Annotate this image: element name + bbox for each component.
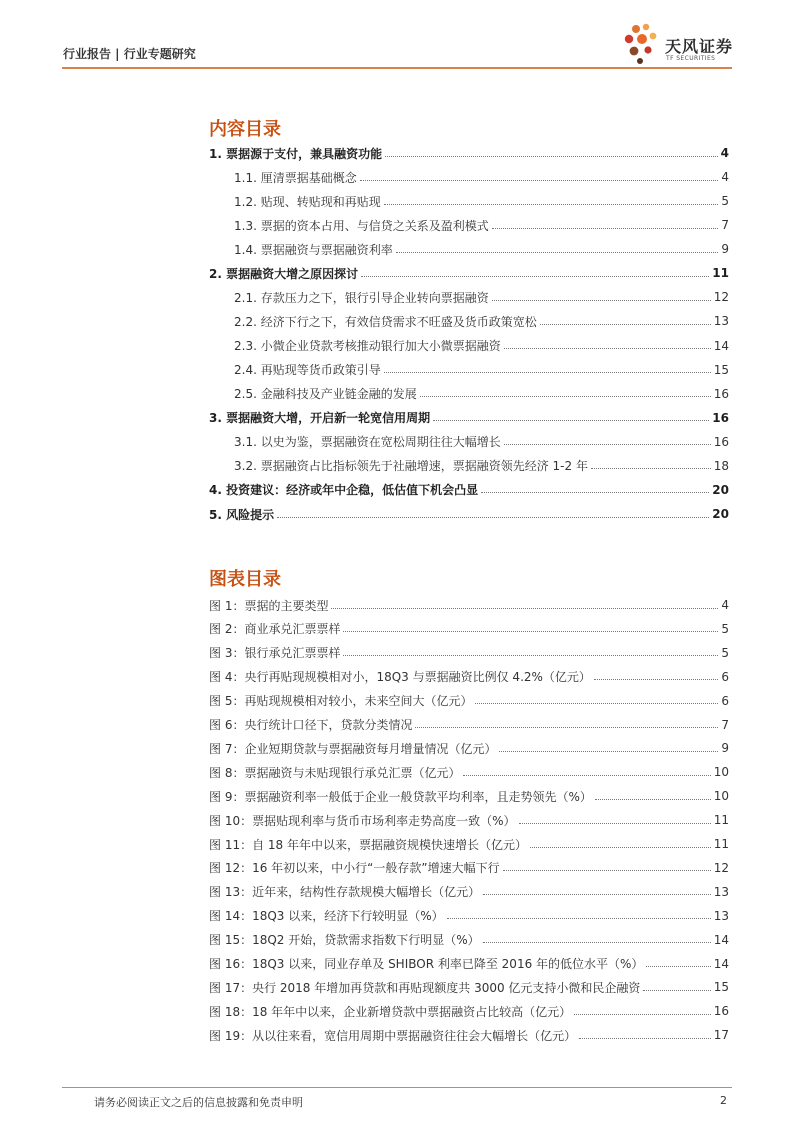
entry-page-number: 10: [713, 789, 729, 804]
entry-title: 2.4. 再贴现等货币政策引导: [234, 363, 381, 378]
entry-title: 图 5：再贴现规模相对较小，未来空间大（亿元）: [209, 694, 473, 709]
entry-title: 图 8：票据融资与未贴现银行承兑汇票（亿元）: [209, 765, 461, 780]
entry-title: 图 7：企业短期贷款与票据融资每月增量情况（亿元）: [209, 741, 497, 756]
entry-page-number: 7: [721, 218, 729, 233]
toc-chapter-entry[interactable]: [209, 478, 729, 502]
toc-section-entry[interactable]: [234, 309, 729, 333]
figure-list-entry[interactable]: [209, 593, 729, 617]
entry-title: 图 14：18Q3 以来，经济下行较明显（%）: [209, 909, 444, 924]
toc-section-entry[interactable]: [234, 430, 729, 454]
entry-title: 1.2. 贴现、转贴现和再贴现: [234, 194, 381, 209]
entry-title: 图 13：近年来，结构性存款规模大幅增长（亿元）: [209, 885, 481, 900]
toc-chapter-entry[interactable]: [209, 502, 729, 526]
dot-leader: [396, 252, 719, 253]
page-number: 2: [720, 1094, 727, 1107]
header-divider: [62, 67, 732, 69]
footer-disclaimer: 请务必阅读正文之后的信息披露和免责申明: [94, 1096, 303, 1109]
entry-title: 1.1. 厘清票据基础概念: [234, 170, 357, 185]
entry-page-number: 10: [713, 765, 729, 780]
figure-list-entry[interactable]: [209, 689, 729, 713]
report-category: 行业报告 | 行业专题研究: [63, 47, 196, 61]
entry-title: 2.5. 金融科技及产业链金融的发展: [234, 387, 417, 402]
entry-page-number: 12: [713, 290, 729, 305]
figure-list-entry[interactable]: [209, 784, 729, 808]
entry-page-number: 4: [720, 146, 729, 160]
figure-list-entry[interactable]: [209, 1023, 729, 1047]
dot-leader: [384, 372, 711, 373]
dot-leader: [433, 420, 709, 421]
toc-section-entry[interactable]: [234, 189, 729, 213]
toc-chapter-entry[interactable]: [209, 406, 729, 430]
dot-leader: [492, 300, 711, 301]
entry-title: 图 1：票据的主要类型: [209, 598, 329, 613]
dot-leader: [499, 751, 718, 752]
entry-page-number: 6: [721, 669, 729, 684]
dot-leader: [595, 799, 711, 800]
dot-leader: [591, 468, 711, 469]
entry-title: 图 6：央行统计口径下，贷款分类情况: [209, 718, 413, 732]
entry-title: 2. 票据融资大增之原因探讨: [209, 266, 359, 281]
entry-title: 4. 投资建议：经济或年中企稳，低估值下机会凸显: [209, 483, 479, 498]
figure-list-entry[interactable]: [209, 952, 729, 976]
entry-title: 图 10：票据贴现利率与货币市场利率走势高度一致（%）: [209, 813, 516, 828]
entry-title: 图 12：16 年初以来，中小行“一般存款”增速大幅下行: [209, 861, 500, 876]
entry-page-number: 6: [721, 693, 729, 708]
dot-leader: [360, 180, 719, 181]
dot-leader: [492, 228, 719, 229]
figure-list-heading: 图表目录: [209, 569, 281, 590]
toc-section-entry[interactable]: [234, 213, 729, 237]
entry-page-number: 15: [713, 362, 729, 377]
entry-page-number: 17: [713, 1028, 729, 1043]
entry-title: 1.3. 票据的资本占用、与信贷之关系及盈利模式: [234, 218, 489, 233]
entry-page-number: 13: [713, 884, 729, 899]
entry-page-number: 7: [721, 717, 729, 732]
entry-page-number: 14: [713, 956, 729, 971]
entry-page-number: 4: [721, 170, 729, 185]
dot-leader: [519, 823, 711, 824]
entry-page-number: 13: [713, 314, 729, 329]
toc-chapter-entry[interactable]: [209, 261, 729, 285]
dot-leader: [463, 775, 710, 776]
dot-leader: [481, 492, 709, 493]
entry-title: 图 4：央行再贴现规模相对小，18Q3 与票据融资比例仅 4.2%（亿元）: [209, 670, 591, 685]
dot-leader: [415, 727, 718, 728]
figure-list-entry[interactable]: [209, 808, 729, 832]
entry-page-number: 15: [713, 980, 729, 995]
figure-list-entry[interactable]: [209, 641, 729, 665]
figure-list-entry[interactable]: [209, 999, 729, 1023]
entry-page-number: 14: [713, 932, 729, 947]
entry-title: 2.3. 小微企业贷款考核推动银行加大小微票据融资: [234, 339, 501, 354]
toc-section-entry[interactable]: [234, 285, 729, 309]
toc-chapter-entry[interactable]: [209, 141, 729, 165]
entry-page-number: 12: [713, 860, 729, 875]
entry-page-number: 13: [713, 908, 729, 923]
dot-leader: [646, 966, 710, 967]
footer-divider: [62, 1087, 732, 1088]
figure-list-entry[interactable]: [209, 928, 729, 952]
dot-leader: [483, 894, 711, 895]
dot-leader: [504, 444, 711, 445]
dot-leader: [643, 990, 710, 991]
entry-title: 2.2. 经济下行之下，有效信贷需求不旺盛及货币政策宽松: [234, 314, 537, 329]
entry-page-number: 11: [712, 266, 729, 281]
figure-list-entry[interactable]: [209, 832, 729, 856]
entry-title: 图 9：票据融资利率一般低于企业一般贷款平均利率，且走势领先（%）: [209, 789, 592, 804]
entry-page-number: 20: [712, 482, 729, 497]
entry-title: 3.1. 以史为鉴，票据融资在宽松周期往往大幅增长: [234, 435, 501, 450]
entry-title: 5. 风险提示: [209, 507, 275, 522]
figure-list-entry[interactable]: [209, 617, 729, 641]
dot-leader: [277, 517, 709, 518]
entry-page-number: 16: [713, 434, 729, 449]
entry-page-number: 20: [712, 507, 729, 522]
entry-title: 1. 票据源于支付，兼具融资功能: [209, 146, 383, 161]
dot-leader: [475, 703, 718, 704]
dot-leader: [504, 348, 711, 349]
entry-page-number: 16: [713, 386, 729, 401]
figure-list-entry[interactable]: [209, 856, 729, 880]
dot-leader: [361, 276, 709, 277]
entry-page-number: 5: [721, 194, 729, 209]
dot-leader: [530, 847, 711, 848]
figure-list-entry[interactable]: [209, 713, 729, 737]
dot-leader: [420, 396, 711, 397]
entry-title: 图 17：央行 2018 年增加再贷款和再贴现额度共 3000 亿元支持小微和民企融资: [209, 980, 641, 995]
toc-section-entry[interactable]: [234, 334, 729, 358]
entry-title: 图 18：18 年年中以来，企业新增贷款中票据融资占比较高（亿元）: [209, 1004, 572, 1019]
entry-title: 1.4. 票据融资与票据融资利率: [234, 242, 393, 257]
toc-section-entry[interactable]: [234, 165, 729, 189]
entry-title: 3.2. 票据融资占比指标领先于社融增速，票据融资领先经济 1-2 年: [234, 459, 588, 474]
flower-logo-icon: [622, 22, 662, 68]
dot-leader: [331, 608, 718, 609]
entry-title: 2.1. 存款压力之下，银行引导企业转向票据融资: [234, 290, 489, 305]
figure-list-entry[interactable]: [209, 975, 729, 999]
entry-page-number: 5: [721, 645, 729, 660]
toc-section-entry[interactable]: [234, 454, 729, 478]
entry-page-number: 11: [713, 837, 729, 851]
entry-page-number: 4: [721, 598, 729, 612]
entry-title: 图 15：18Q2 开始，贷款需求指数下行明显（%）: [209, 933, 480, 948]
toc-section-entry[interactable]: [234, 382, 729, 406]
figure-list-entry[interactable]: [209, 736, 729, 760]
dot-leader: [594, 679, 718, 680]
figure-list-entry[interactable]: [209, 904, 729, 928]
toc-heading: 内容目录: [209, 119, 281, 140]
entry-page-number: 5: [721, 621, 729, 636]
brand-name: 天风证券: [665, 37, 734, 56]
dot-leader: [384, 204, 719, 205]
figure-list-entry[interactable]: [209, 760, 729, 784]
entry-title: 图 11：自 18 年年中以来，票据融资规模快速增长（亿元）: [209, 837, 527, 852]
dot-leader: [343, 631, 718, 632]
toc-section-entry[interactable]: [234, 358, 729, 382]
entry-title: 图 19：从以往来看，宽信用周期中票据融资往往会大幅增长（亿元）: [209, 1028, 577, 1043]
entry-title: 3. 票据融资大增，开启新一轮宽信用周期: [209, 411, 431, 426]
entry-page-number: 18: [713, 458, 729, 473]
brand-subtitle: TF SECURITIES: [666, 55, 716, 62]
dot-leader: [343, 655, 718, 656]
dot-leader: [540, 324, 711, 325]
dot-leader: [579, 1038, 711, 1039]
entry-page-number: 9: [721, 741, 729, 756]
toc-section-entry[interactable]: [234, 237, 729, 261]
figure-list-entry[interactable]: [209, 665, 729, 689]
entry-page-number: 14: [713, 338, 729, 353]
dot-leader: [503, 870, 711, 871]
entry-page-number: 11: [713, 813, 729, 828]
entry-title: 图 3：银行承兑汇票票样: [209, 646, 341, 661]
entry-page-number: 16: [713, 1004, 729, 1019]
brand-logo: [622, 22, 742, 68]
dot-leader: [385, 156, 718, 157]
dot-leader: [447, 918, 711, 919]
entry-title: 图 2：商业承兑汇票票样: [209, 622, 341, 637]
figure-list-entry[interactable]: [209, 880, 729, 904]
entry-page-number: 16: [712, 410, 729, 425]
dot-leader: [574, 1014, 711, 1015]
entry-page-number: 9: [721, 242, 729, 257]
entry-title: 图 16：18Q3 以来，同业存单及 SHIBOR 利率已降至 2016 年的低位水平（%）: [209, 957, 644, 971]
dot-leader: [483, 942, 711, 943]
